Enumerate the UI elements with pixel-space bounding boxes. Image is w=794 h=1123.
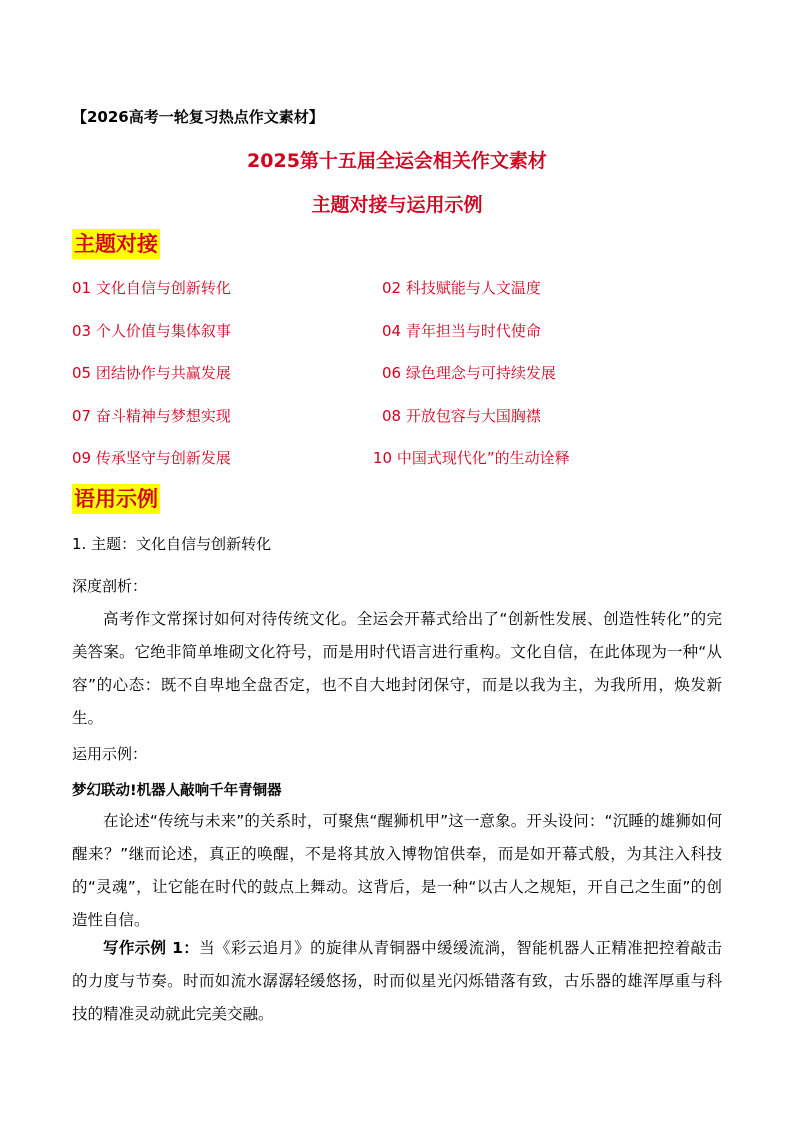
theme-item: 06 绿色理念与可持续发展: [382, 364, 556, 382]
theme-item: 10 中国式现代化”的生动诠释: [373, 449, 570, 467]
usage-paragraph: 在论述“传统与未来”的关系时，可聚焦“醒狮机甲”这一意象。开头设问：“沉睡的雄狮如何醒来？”继而论述，真正的唤醒，不是将其放入博物馆供奉，而是如开幕式般，为其注入科技的“灵魂”，让它能在时代的鼓点上舞动。这背后，是一种“以古人之规矩，开自己之生面”的创造性自信。: [72, 812, 722, 929]
document-title: 2025第十五届全运会相关作文素材: [247, 150, 547, 172]
theme-item: 05 团结协作与共赢发展: [72, 364, 231, 382]
example-label: 写作示例 1：: [103, 939, 200, 957]
theme-item: 04 青年担当与时代使命: [382, 322, 541, 340]
usage-label: 运用示例：: [72, 745, 148, 763]
theme-item: 07 奋斗精神与梦想实现: [72, 407, 231, 425]
theme-item: 09 传承坚守与创新发展: [72, 449, 231, 467]
theme-item: 03 个人价值与集体叙事: [72, 322, 231, 340]
theme-item: 08 开放包容与大国胸襟: [382, 407, 541, 425]
analysis-label: 深度剖析：: [72, 577, 148, 595]
example-subheading: 梦幻联动!机器人敲响千年青铜器: [72, 783, 282, 799]
document-subtitle: 主题对接与运用示例: [311, 194, 483, 216]
theme-item: 02 科技赋能与人文温度: [382, 279, 541, 297]
theme-item: 01 文化自信与创新转化: [72, 279, 231, 297]
document-tag: 【2026高考一轮复习热点作文素材】: [72, 108, 324, 126]
example-text: 当《彩云追月》的旋律从青铜器中缓缓流淌，智能机器人正精准把控着敲击的力度与节奏。时而如流水潺潺轻缓悠扬，时而似星光闪烁错落有致，古乐器的雄浑厚重与科技的精准灵动就此完美交融。: [72, 939, 722, 1023]
item-label: 1. 主题：文化自信与创新转化: [72, 535, 272, 553]
example-paragraph: [72, 932, 722, 1031]
section-heading-themes: 主题对接: [72, 229, 160, 259]
section-heading-examples: 语用示例: [72, 484, 160, 514]
analysis-paragraph: 高考作文常探讨如何对待传统文化。全运会开幕式给出了“创新性发展、创造性转化”的完美答案。它绝非简单堆砌文化符号，而是用时代语言进行重构。文化自信，在此体现为一种“从容”的心态：既不自卑地全盘否定，也不自大地封闭保守，而是以我为主，为我所用，焕发新生。: [72, 610, 722, 727]
